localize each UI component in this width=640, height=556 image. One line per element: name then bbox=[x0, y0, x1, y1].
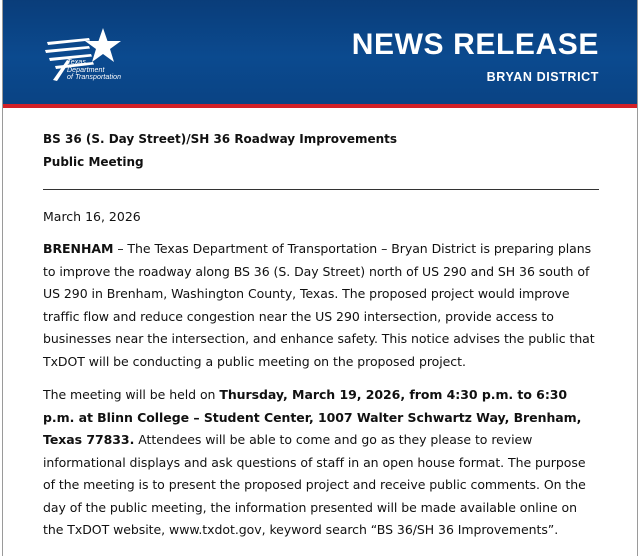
headline-line-1: BS 36 (S. Day Street)/SH 36 Roadway Improvements bbox=[43, 132, 398, 146]
paragraph-1 bbox=[43, 238, 601, 373]
page-title: NEWS RELEASE bbox=[351, 28, 599, 61]
dateline: BRENHAM bbox=[43, 241, 114, 256]
release-body bbox=[3, 108, 637, 542]
paragraph-1-text: – The Texas Department of Transportation – Bryan District is preparing plans to improve the roadway along BS 36 (S. Day Street) north of US 290 and SH 36 south of US 290 in Brenham, Washington County, Texas. The proposed project would improve traffic flow and reduce congestion near the US 290 intersection, provide access to businesses near the intersection, and enhance safety. This notice advises the public that TxDOT will be conducting a public meeting on the proposed project. bbox=[43, 241, 595, 369]
paragraph-2-text: Attendees will be able to come and go as they please to review informational displays and ask questions of staff in an open house format. The purpose of the meeting is to present the proposed project and receive public comments. On the day of the public meeting, the information presented will be made available online on the TxDOT website, www.txdot.gov, keyword search “BS 36/SH 36 Improvements”. bbox=[43, 432, 586, 537]
headline bbox=[43, 128, 601, 174]
logo-line-department: Department bbox=[67, 66, 105, 74]
paragraph-2-intro: The meeting will be held on bbox=[43, 387, 220, 402]
logo-line-texas: Texas bbox=[67, 59, 86, 66]
logo-wordmark bbox=[67, 59, 121, 82]
paragraph-2 bbox=[43, 384, 601, 542]
release-date: March 16, 2026 bbox=[43, 209, 141, 224]
divider bbox=[43, 189, 599, 190]
district-label: BRYAN DISTRICT bbox=[486, 70, 599, 84]
headline-line-2: Public Meeting bbox=[43, 155, 144, 169]
meeting-details: Thursday, March 19, 2026, from 4:30 p.m. to 6:30 p.m. at Blinn College – Student Center, 1007 Walter Schwartz Way, Brenham, Texas 77833. bbox=[43, 387, 582, 447]
news-release-page bbox=[2, 0, 638, 556]
logo-line-transportation: of Transportation bbox=[67, 74, 122, 81]
header-banner bbox=[3, 0, 637, 108]
